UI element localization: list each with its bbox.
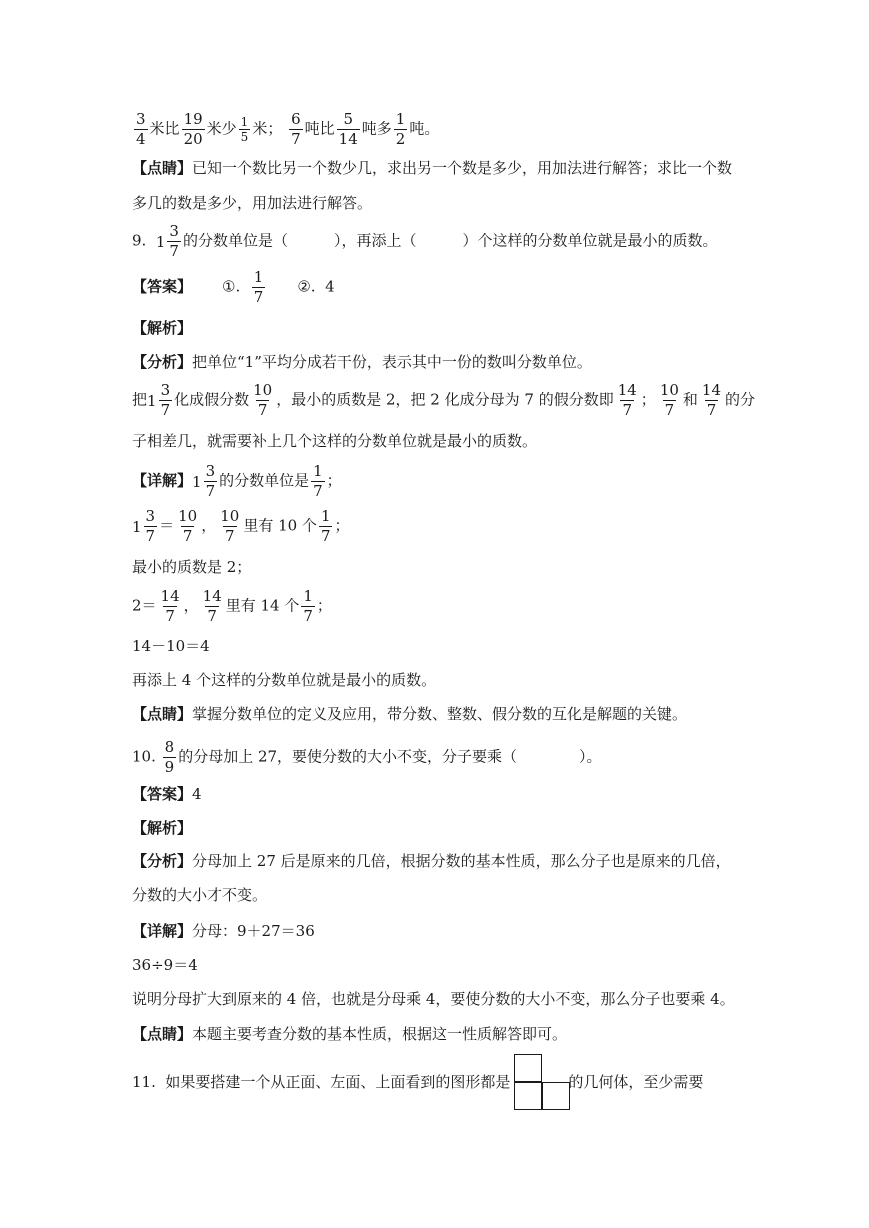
calc-line: 再添上 4 个这样的分数单位就是最小的质数。 — [132, 671, 437, 689]
calc-line: 1 $\frac{3}{7}$ ＝ $\frac{10}{7}$ ， $\frac{10}{7}$ 里有 10 个 $\frac{1}{7}$ ； — [132, 507, 350, 545]
dianjing-line: 【点睛】本题主要考查分数的基本性质，根据这一性质解答即可。 — [132, 1025, 568, 1043]
fraction: $\frac{1}{7}$ — [253, 268, 264, 306]
question-11: 11. 如果要搭建一个从正面、左面、上面看到的图形都是 的几何体，至少需要 — [132, 1073, 704, 1091]
question-9: 9. 1 $\frac{3}{7}$ 的分数单位是（ ），再添上（ ）个这样的分数单位就是最小的质数。 — [132, 222, 718, 260]
dianjing-line: 【点睛】掌握分数单位的定义及应用，带分数、整数、假分数的互化是解题的关键。 — [132, 705, 688, 723]
dianjing-line-cont: 多几的数是多少，用加法进行解答。 — [132, 194, 373, 212]
fraction: $\frac{1}{2}$ — [395, 110, 406, 148]
mixed-number: 1 $\frac{3}{7}$ — [155, 222, 179, 260]
jiexi-heading: 【解析】 — [132, 819, 193, 837]
calc-line: 2＝ $\frac{14}{7}$ ， $\frac{14}{7}$ 里有 14 个 $\frac{1}{7}$ ； — [132, 587, 332, 625]
fraction: $\frac{5}{14}$ — [338, 110, 358, 148]
fraction: $\frac{6}{7}$ — [291, 110, 301, 148]
fraction: $\frac{3}{4}$ — [136, 110, 146, 148]
square-bottom-right — [542, 1082, 570, 1110]
dianjing-line: 【点睛】已知一个数比另一个数少几，求出另一个数是多少，用加法进行解答；求比一个数 — [132, 159, 733, 177]
analysis-line: 把 1 $\frac{3}{7}$ 化成假分数 $\frac{10}{7}$ ，最小的质数是 2，把 2 化成分母为 7 的假分数即 $\frac{14}{7}$ ； $\frac{10}{7}$ 和 $\frac{14}{7}$ 的分 — [132, 381, 756, 419]
line-fraction-comparison: $\frac{3}{4}$ 米比 $\frac{19}{20}$ 米少 $\frac{1}{5}$ 米； $\frac{6}{7}$ 吨比 $\frac{5}{14}$ 吨多 $\frac{1}{2}$ 吨。 — [136, 110, 440, 148]
calc-line: 最小的质数是 2； — [132, 558, 252, 576]
analysis-line-cont: 子相差几，就需要补上几个这样的分数单位就是最小的质数。 — [132, 432, 538, 450]
xiangjie-line: 【详解】 1 $\frac{3}{7}$ 的分数单位是 $\frac{1}{7}$ ； — [132, 462, 342, 500]
calc-line: 14－10＝4 — [132, 637, 210, 655]
fraction: $\frac{1}{5}$ — [240, 115, 249, 144]
jiexi-heading: 【解析】 — [132, 319, 193, 337]
fenxi-line-cont: 分数的大小才不变。 — [132, 886, 268, 904]
calc-line: 说明分母扩大到原来的 4 倍，也就是分母乘 4，要使分数的大小不变，那么分子也要乘 4。 — [132, 990, 735, 1008]
square-top — [514, 1054, 542, 1082]
three-square-view-figure — [514, 1054, 572, 1112]
calc-line: 36÷9＝4 — [132, 956, 198, 974]
question-10: 10. $\frac{8}{9}$ 的分母加上 27，要使分数的大小不变，分子要乘（ ）。 — [132, 738, 602, 776]
xiangjie-line: 【详解】分母：9＋27＝36 — [132, 922, 315, 940]
fraction: $\frac{19}{20}$ — [183, 110, 203, 148]
answer-10: 【答案】4 — [132, 785, 202, 803]
fenxi-line: 【分析】分母加上 27 后是原来的几倍，根据分数的基本性质，那么分子也是原来的几倍， — [132, 852, 731, 870]
square-bottom-left — [514, 1082, 542, 1110]
fenxi-line: 【分析】把单位“1”平均分成若干份，表示其中一份的数叫分数单位。 — [132, 353, 592, 371]
answer-9: 【答案】 ①. $\frac{1}{7}$ ②. 4 — [132, 268, 335, 306]
